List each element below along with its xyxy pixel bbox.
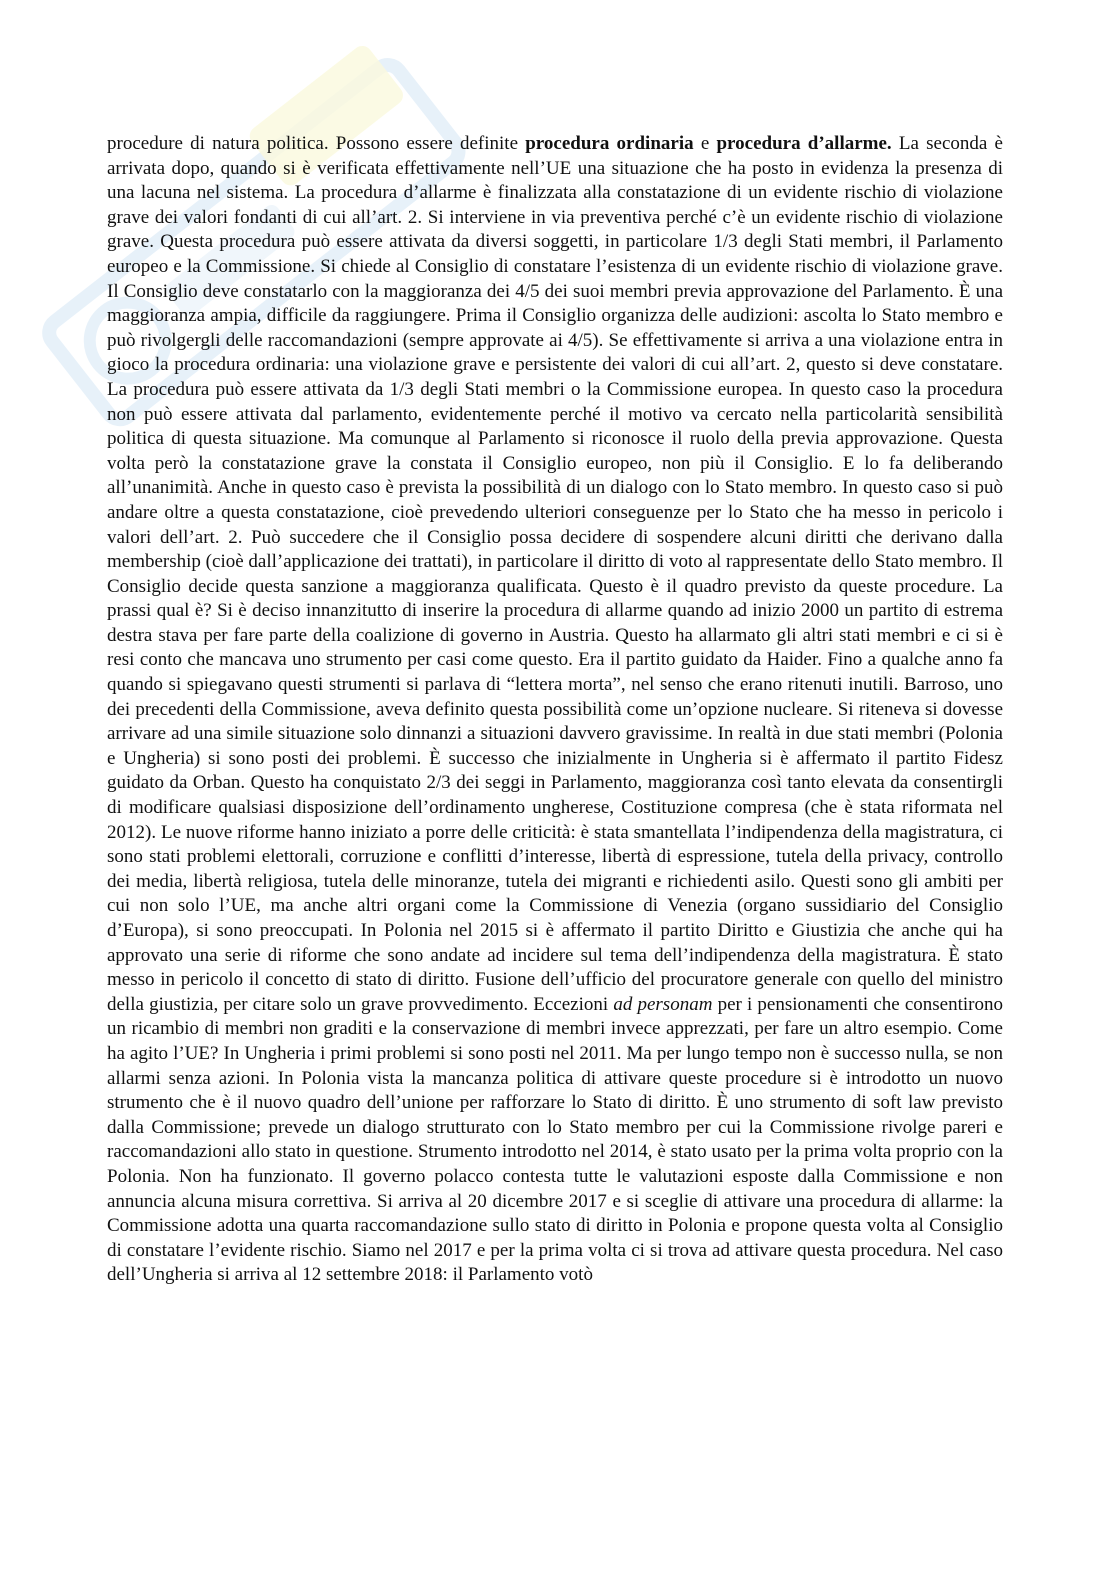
- text-segment: La seconda è arrivata dopo, quando si è verificata effettivamente nell’UE una situazione che ha posto in evidenza la presenza di una lacuna nel sistema. La procedura d’allarme è finalizzata alla constatazione di un evidente rischio di violazione grave dei valori fondanti di cui all’art. 2. Si interviene in via preventiva perché c’è un evidente rischio di violazione grave. Questa procedura può essere attivata da diversi soggetti, in particolare 1/3 degli Stati membri, il Parlamento europeo e la Commissione. Si chiede al Consiglio di constatare l’esistenza di un evidente rischio di violazione grave. Il Consiglio deve constatarlo con la maggioranza dei 4/5 dei suoi membri previa approvazione del Parlamento. È una maggioranza ampia, difficile da raggiungere. Prima il Consiglio organizza delle audizioni: ascolta lo Stato membro e può rivolgergli delle raccomandazioni (sempre approvate ai 4/5). Se effettivamente si arriva a una violazione entra in gioco la procedura ordinaria: una violazione grave e persistente dei valori di cui all’art. 2, questo si deve constatare. La procedura può essere attivata da 1/3 degli Stati membri o la Commissione europea. In questo caso la procedura non può essere attivata dal parlamento, evidentemente perché il motivo va cercato nella particolarità sensibilità politica di questa situazione. Ma comunque al Parlamento si riconosce il ruolo della previa approvazione. Questa volta però la constatazione grave la constata il Consiglio europeo, non più il Consiglio. E lo fa deliberando all’unanimità. Anche in questo caso è prevista la possibilità di un dialogo con lo Stato membro. In questo caso si può andare oltre a questa constatazione, cioè prevedendo ulteriori conseguenze per lo Stato che ha messo in pericolo i valori dell’art. 2. Può succedere che il Consiglio possa decidere di sospendere alcuni diritti che derivano dalla membership (cioè dall’applicazione dei trattati), in particolare il diritto di voto al rappresentate dello Stato membro. Il Consiglio decide questa sanzione a maggioranza qualificata. Questo è il quadro previsto da queste procedure. La prassi qual è? Si è deciso innanzitutto di inserire la procedura di allarme quando ad inizio 2000 un partito di estrema destra stava per fare parte della coalizione di governo in Austria. Questo ha allarmato gli altri stati membri e ci si è resi conto che mancava uno strumento per casi come questo. Era il partito guidato da Haider. Fino a qualche anno fa quando si spiegavano questi strumenti si parlava di “lettera morta”, nel senso che erano ritenuti inutili. Barroso, uno dei precedenti della Commissione, aveva definito questa possibilità come un’opzione nucleare. Si riteneva si dovesse arrivare ad una simile situazione solo dinnanzi a situazioni davvero gravissime. In realtà in due stati membri (Polonia e Ungheria) si sono posti dei problemi. È successo che inizialmente in Ungheria si è affermato il partito Fidesz guidato da Orban. Questo ha conquistato 2/3 dei seggi in Parlamento, maggioranza così tanto elevata da consentirgli di modificare qualsiasi disposizione dell’ordinamento ungherese, Costituzione compresa (che è stata riformata nel 2012). Le nuove riforme hanno iniziato a porre delle criticità: è stata smantellata l’indipendenza della magistratura, ci sono stati problemi elettorali, corruzione e conflitti d’interesse, libertà di espressione, tutela della privacy, controllo dei media, libertà religiosa, tutela delle minoranze, tutela dei migranti e richiedenti asilo. Questi sono gli ambiti per cui non solo l’UE, ma anche altri organi come la Commissione di Venezia (organo sussidiario del Consiglio d’Europa), si sono preoccupati. In Polonia nel 2015 si è affermato il partito Diritto e Giustizia che anche qui ha approvato una serie di riforme che sono andate ad incidere sul tema dell’indipendenza della magistratura. È stato messo in pericolo il concetto di stato di diritto. Fusione dell’ufficio del procuratore generale con quello del ministro della giustizia, per citare solo un grave provvedimento. Eccezioni: [107, 133, 1003, 1015]
- italic-term-ad-personam: ad personam: [613, 993, 713, 1015]
- bold-term-procedura-allarme: procedura d’allarme.: [716, 133, 892, 154]
- text-segment: per i pensionamenti che consentirono un ricambio di membri non graditi e la conservazione di membri invece apprezzati, per fare un altro esempio. Come ha agito l’UE? In Ungheria i primi problemi si sono posti nel 2011. Ma per lungo tempo non è successo nulla, se non allarmi senza azioni. In Polonia vista la mancanza politica di attivare queste procedure si è introdotto un nuovo strumento che è il nuovo quadro dell’unione per rafforzare lo Stato di diritto. È uno strumento di soft law previsto dalla Commissione; prevede un dialogo strutturato con lo Stato membro per cui la Commissione rivolge pareri e raccomandazioni allo stato in questione. Strumento introdotto nel 2014, è stato usato per la prima volta proprio con la Polonia. Non ha funzionato. Il governo polacco contesta tutte le valutazioni esposte dalla Commissione e non annuncia alcuna misura correttiva. Si arriva al 20 dicembre 2017 e si sceglie di attivare una procedura di allarme: la Commissione adotta una quarta raccomandazione sullo stato di diritto in Polonia e propone questa volta al Consiglio di constatare l’evidente rischio. Siamo nel 2017 e per la prima volta ci si trova ad attivare questa procedura. Nel caso dell’Ungheria si arriva al 12 settembre 2018: il Parlamento votò: [107, 993, 1003, 1286]
- text-segment: e: [693, 133, 717, 154]
- bold-term-procedura-ordinaria: procedura ordinaria: [525, 133, 694, 154]
- body-paragraph: [107, 132, 1003, 1288]
- text-segment: procedure di natura politica. Possono essere definite: [107, 133, 526, 154]
